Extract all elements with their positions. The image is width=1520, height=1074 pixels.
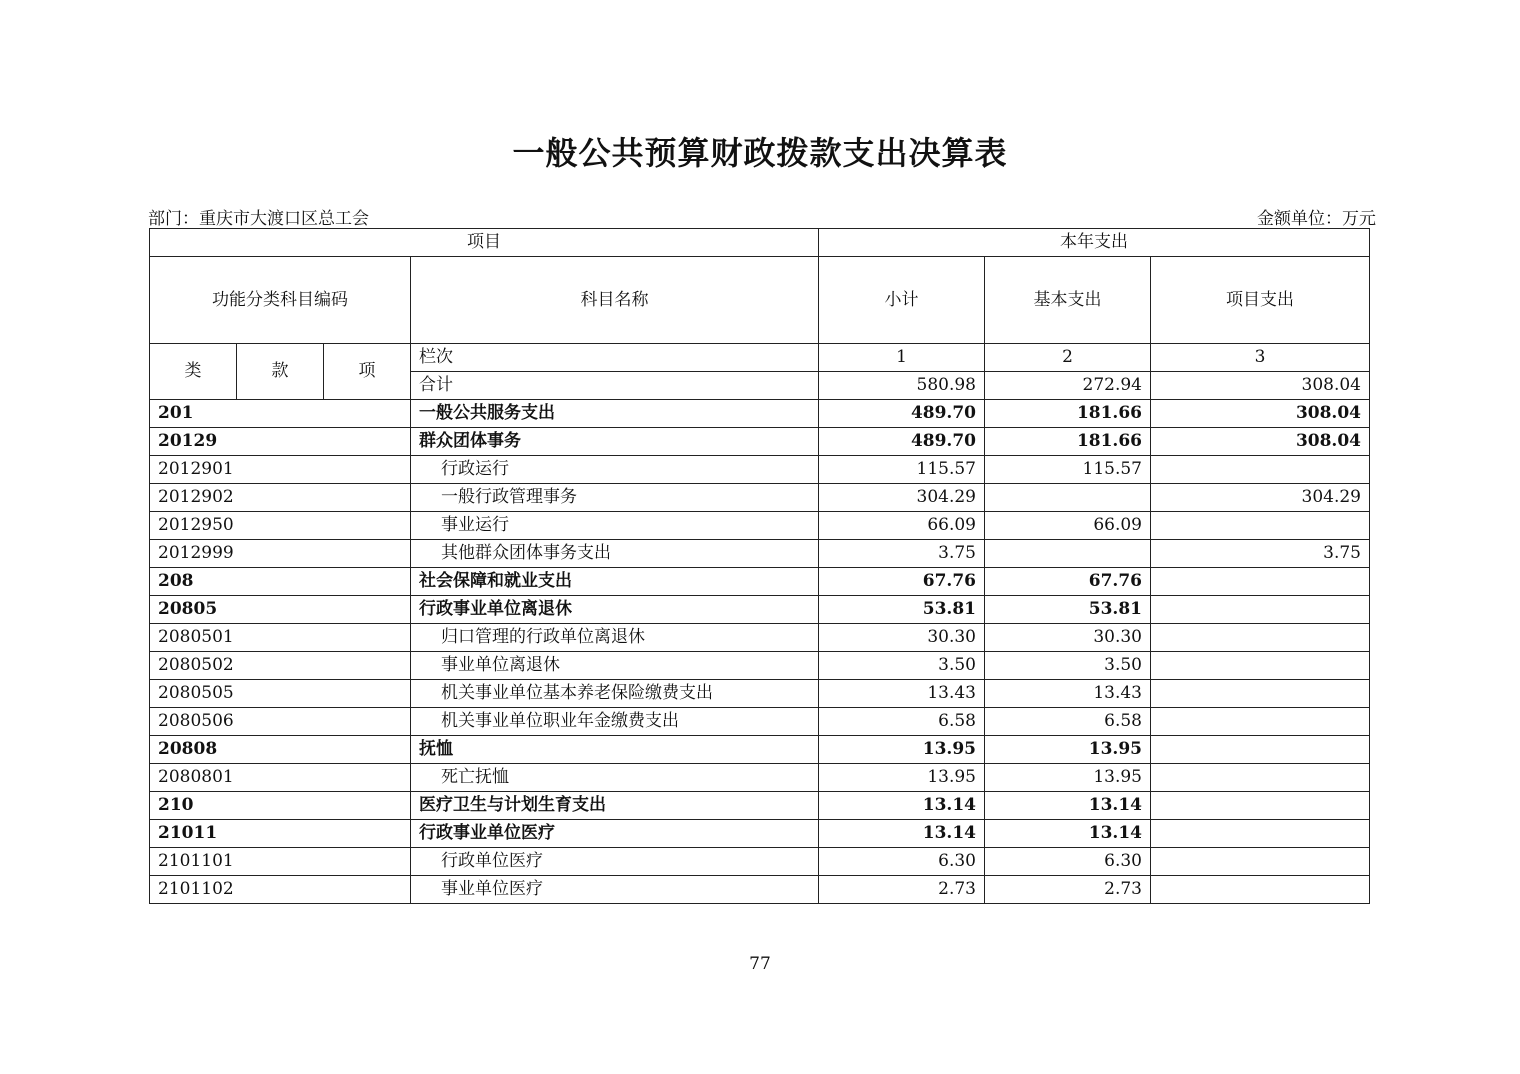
row-subtotal: 2.73 [819, 876, 985, 904]
header-project: 项目 [150, 229, 819, 257]
row-code: 2012901 [150, 456, 411, 484]
table-row [150, 792, 1370, 820]
table-row [150, 624, 1370, 652]
row-code: 21011 [150, 820, 411, 848]
row-name: 死亡抚恤 [411, 764, 819, 792]
row-code: 2101102 [150, 876, 411, 904]
row-code: 2080801 [150, 764, 411, 792]
row-basic [985, 484, 1151, 512]
header-subject-name: 科目名称 [411, 257, 819, 344]
row-subtotal: 13.14 [819, 820, 985, 848]
row-project [1151, 456, 1370, 484]
row-subtotal: 3.75 [819, 540, 985, 568]
row-name: 抚恤 [411, 736, 819, 764]
row-name: 群众团体事务 [411, 428, 819, 456]
header-col2: 2 [985, 344, 1151, 372]
row-project [1151, 680, 1370, 708]
row-basic: 3.50 [985, 652, 1151, 680]
header-subtotal: 小计 [819, 257, 985, 344]
table-row [150, 484, 1370, 512]
row-project [1151, 512, 1370, 540]
total-basic: 272.94 [985, 372, 1151, 400]
row-basic: 67.76 [985, 568, 1151, 596]
row-subtotal: 67.76 [819, 568, 985, 596]
row-basic: 13.43 [985, 680, 1151, 708]
row-name: 一般公共服务支出 [411, 400, 819, 428]
table-row [150, 848, 1370, 876]
row-name: 行政单位医疗 [411, 848, 819, 876]
row-subtotal: 489.70 [819, 400, 985, 428]
header-row-1 [150, 229, 1370, 257]
row-basic: 6.30 [985, 848, 1151, 876]
total-label: 合计 [411, 372, 819, 400]
row-project [1151, 792, 1370, 820]
row-code: 2080502 [150, 652, 411, 680]
table-row [150, 708, 1370, 736]
header-kuan: 款 [237, 344, 324, 400]
header-basic: 基本支出 [985, 257, 1151, 344]
row-subtotal: 6.30 [819, 848, 985, 876]
row-basic: 66.09 [985, 512, 1151, 540]
row-subtotal: 304.29 [819, 484, 985, 512]
table-row [150, 512, 1370, 540]
row-subtotal: 115.57 [819, 456, 985, 484]
table-row [150, 680, 1370, 708]
table-row [150, 400, 1370, 428]
row-project: 304.29 [1151, 484, 1370, 512]
department-label: 部门：重庆市大渡口区总工会 [148, 209, 369, 229]
total-project: 308.04 [1151, 372, 1370, 400]
row-project: 3.75 [1151, 540, 1370, 568]
row-name: 事业单位医疗 [411, 876, 819, 904]
row-code: 210 [150, 792, 411, 820]
row-project [1151, 876, 1370, 904]
row-subtotal: 66.09 [819, 512, 985, 540]
row-basic: 181.66 [985, 400, 1151, 428]
row-code: 2012950 [150, 512, 411, 540]
row-subtotal: 489.70 [819, 428, 985, 456]
table-row [150, 456, 1370, 484]
header-row-3 [150, 344, 1370, 372]
row-basic: 13.14 [985, 792, 1151, 820]
row-code: 20129 [150, 428, 411, 456]
table-row [150, 876, 1370, 904]
row-basic: 181.66 [985, 428, 1151, 456]
row-project [1151, 736, 1370, 764]
row-name: 事业单位离退休 [411, 652, 819, 680]
table-row [150, 764, 1370, 792]
row-project [1151, 764, 1370, 792]
row-subtotal: 13.43 [819, 680, 985, 708]
row-code: 208 [150, 568, 411, 596]
header-col1: 1 [819, 344, 985, 372]
row-subtotal: 6.58 [819, 708, 985, 736]
row-code: 20808 [150, 736, 411, 764]
row-subtotal: 13.14 [819, 792, 985, 820]
header-col3: 3 [1151, 344, 1370, 372]
row-code: 2012999 [150, 540, 411, 568]
row-name: 一般行政管理事务 [411, 484, 819, 512]
row-code: 2080505 [150, 680, 411, 708]
row-project: 308.04 [1151, 400, 1370, 428]
row-project [1151, 652, 1370, 680]
row-code: 2080501 [150, 624, 411, 652]
row-name: 机关事业单位基本养老保险缴费支出 [411, 680, 819, 708]
row-code: 2101101 [150, 848, 411, 876]
row-name: 归口管理的行政单位离退休 [411, 624, 819, 652]
row-basic: 13.95 [985, 736, 1151, 764]
row-subtotal: 30.30 [819, 624, 985, 652]
unit-label: 金额单位：万元 [1257, 209, 1376, 229]
table-row [150, 540, 1370, 568]
row-name: 行政运行 [411, 456, 819, 484]
total-subtotal: 580.98 [819, 372, 985, 400]
header-func-code: 功能分类科目编码 [150, 257, 411, 344]
row-basic: 30.30 [985, 624, 1151, 652]
row-subtotal: 13.95 [819, 764, 985, 792]
page-number: 77 [749, 954, 771, 974]
header-lei: 类 [150, 344, 237, 400]
table-row [150, 820, 1370, 848]
row-project [1151, 624, 1370, 652]
table-row [150, 596, 1370, 624]
header-project-expense: 项目支出 [1151, 257, 1370, 344]
table-row [150, 568, 1370, 596]
row-name: 事业运行 [411, 512, 819, 540]
row-basic: 2.73 [985, 876, 1151, 904]
row-code: 2080506 [150, 708, 411, 736]
header-row-2 [150, 257, 1370, 344]
row-basic: 13.14 [985, 820, 1151, 848]
row-subtotal: 13.95 [819, 736, 985, 764]
row-project [1151, 568, 1370, 596]
row-name: 社会保障和就业支出 [411, 568, 819, 596]
header-lanci: 栏次 [411, 344, 819, 372]
row-name: 其他群众团体事务支出 [411, 540, 819, 568]
row-name: 行政事业单位医疗 [411, 820, 819, 848]
row-project [1151, 820, 1370, 848]
row-name: 机关事业单位职业年金缴费支出 [411, 708, 819, 736]
header-xiang: 项 [324, 344, 411, 400]
row-basic: 13.95 [985, 764, 1151, 792]
row-code: 201 [150, 400, 411, 428]
row-project: 308.04 [1151, 428, 1370, 456]
row-name: 医疗卫生与计划生育支出 [411, 792, 819, 820]
row-basic: 53.81 [985, 596, 1151, 624]
row-project [1151, 708, 1370, 736]
row-basic: 115.57 [985, 456, 1151, 484]
expense-table [149, 228, 1370, 904]
table-row [150, 652, 1370, 680]
row-project [1151, 848, 1370, 876]
header-current-year: 本年支出 [819, 229, 1370, 257]
row-code: 2012902 [150, 484, 411, 512]
page-title: 一般公共预算财政拨款支出决算表 [512, 134, 1008, 172]
row-code: 20805 [150, 596, 411, 624]
row-name: 行政事业单位离退休 [411, 596, 819, 624]
row-basic: 6.58 [985, 708, 1151, 736]
row-project [1151, 596, 1370, 624]
table-row [150, 428, 1370, 456]
row-subtotal: 3.50 [819, 652, 985, 680]
row-basic [985, 540, 1151, 568]
row-subtotal: 53.81 [819, 596, 985, 624]
table-row [150, 736, 1370, 764]
